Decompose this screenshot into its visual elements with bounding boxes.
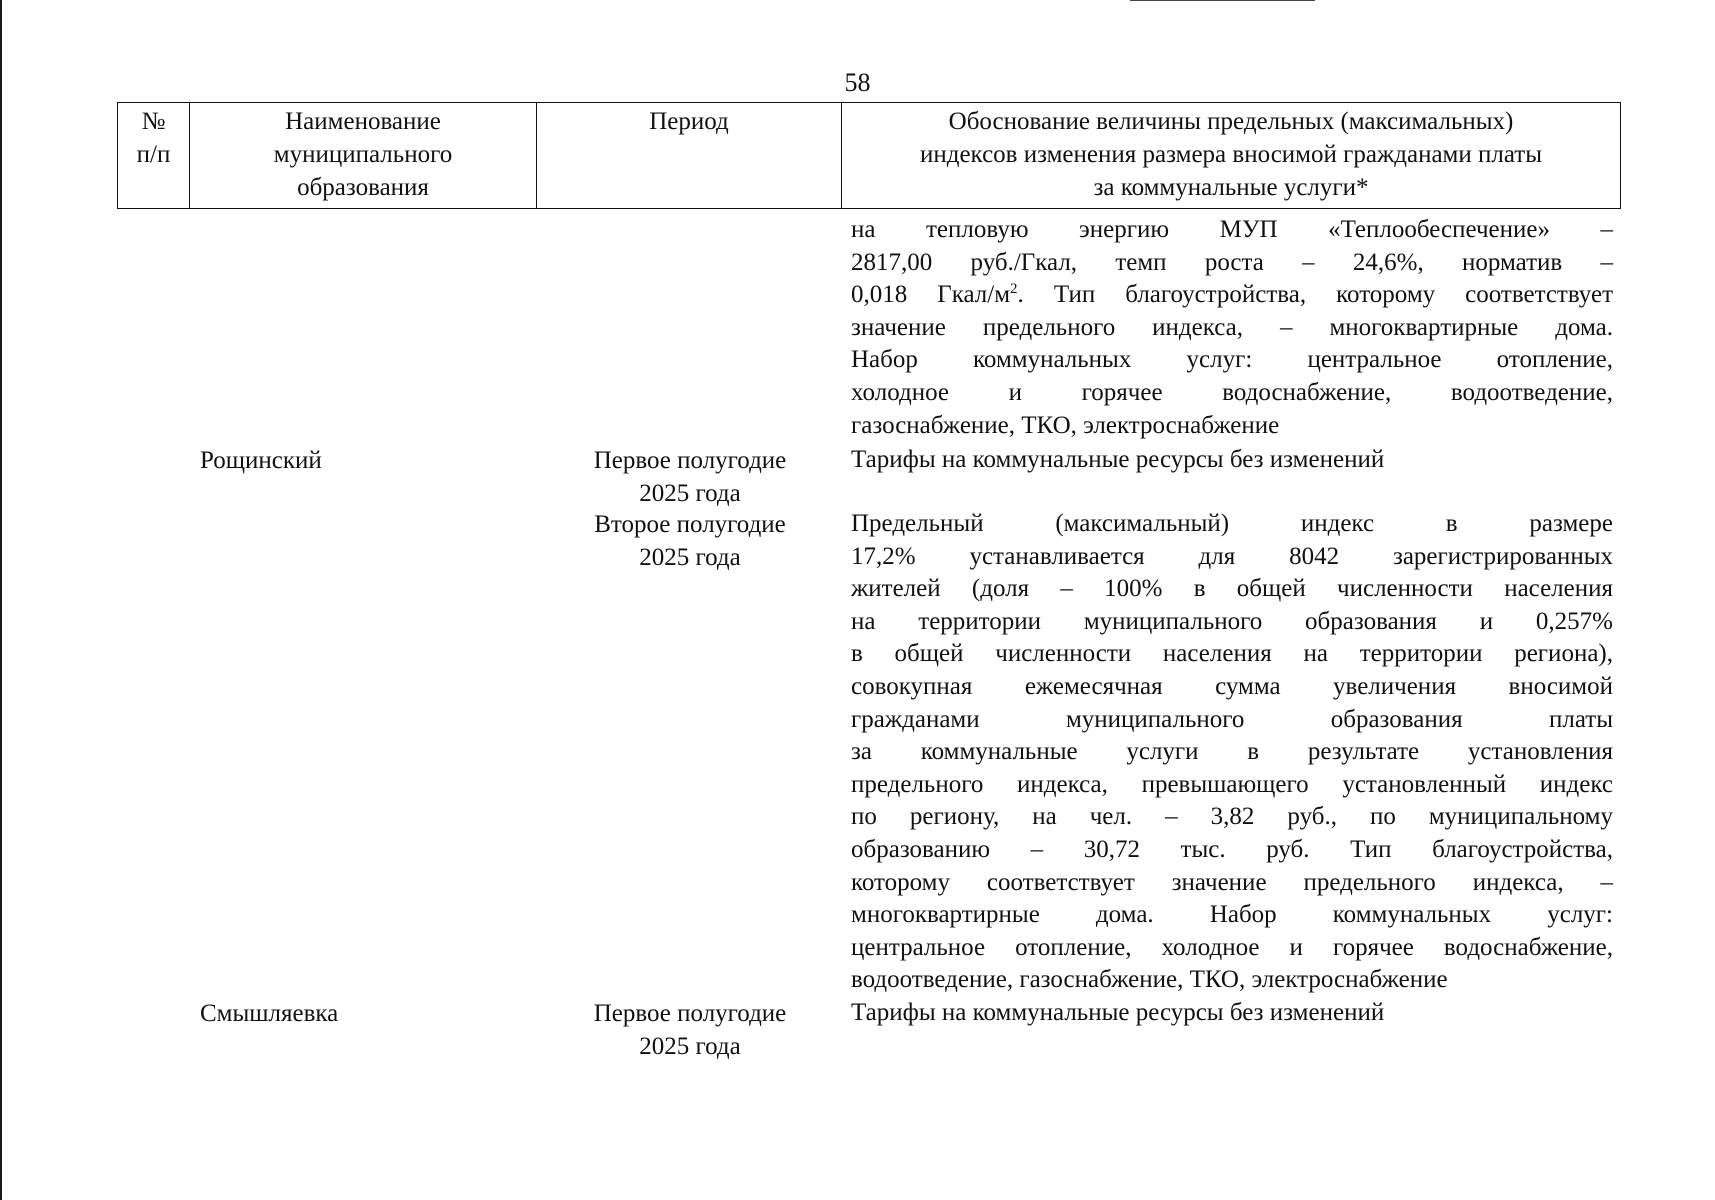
text-line: Тарифы на коммунальные ресурсы без изменений	[851, 999, 1385, 1026]
period-line: 2025 года	[639, 1033, 741, 1060]
header-text: образования	[297, 174, 429, 201]
text-line: на территории муниципального образования и 0,257%	[851, 607, 1613, 635]
period-line: 2025 года	[639, 480, 741, 507]
page-number: 58	[844, 68, 871, 97]
header-text: Наименование	[285, 108, 441, 135]
text-line: центральное отопление, холодное и горячее водоснабжение,	[851, 933, 1613, 961]
continuation-text	[851, 214, 1613, 442]
text-line: газоснабжение, ТКО, электроснабжение	[851, 411, 1280, 439]
row-basis	[851, 997, 1613, 1030]
text-line: многоквартирные дома. Набор коммунальных услуг:	[851, 901, 1613, 929]
text-line: холодное и горячее водоснабжение, водоотведение,	[851, 378, 1613, 406]
text-line: Тарифы на коммунальные ресурсы без изменений	[851, 446, 1385, 473]
text-line: Набор коммунальных услуг: центральное отопление,	[851, 346, 1613, 374]
scan-top-rule	[1130, 0, 1315, 1]
text-fragment: 0,018 Гкал/м	[851, 281, 1011, 309]
text-line: за коммунальные услуги в результате установления	[851, 738, 1613, 766]
text-line: 17,2% устанавливается для 8042 зарегистрированных	[851, 542, 1613, 570]
header-text: №	[141, 108, 166, 135]
header-cell-basis	[842, 103, 1620, 208]
text-line: на тепловую энергию МУП «Теплообеспечение» –	[851, 216, 1613, 243]
text-line: по региону, на чел. – 3,82 руб., по муниципальному	[851, 803, 1613, 831]
superscript: 2	[1010, 281, 1018, 298]
period-line: 2025 года	[639, 544, 741, 571]
period-line: Первое полугодие	[593, 1000, 787, 1027]
header-cell-number	[118, 103, 190, 208]
text-line: предельного индекса, превышающего установленный индекс	[851, 770, 1613, 798]
row-period	[540, 508, 840, 574]
text-line: 2817,00 руб./Гкал, темп роста – 24,6%, норматив –	[851, 248, 1613, 276]
text-line: образованию – 30,72 тыс. руб. Тип благоустройства,	[851, 835, 1613, 863]
row-period	[540, 444, 840, 510]
row-municipality-name: Смышляевка	[200, 1000, 339, 1027]
text-line: которому соответствует значение предельного индекса, –	[851, 868, 1613, 896]
header-cell-period	[537, 103, 842, 208]
scan-left-edge	[0, 0, 2, 1200]
text-line	[851, 279, 1613, 312]
row-period	[540, 997, 840, 1063]
text-line: гражданами муниципального образования платы	[851, 705, 1613, 733]
header-text: Период	[649, 108, 729, 135]
row-basis	[851, 508, 1613, 997]
header-text: п/п	[136, 141, 171, 168]
text-line: в общей численности населения на территории региона),	[851, 640, 1613, 668]
header-text: муниципального	[273, 141, 453, 168]
table-header	[117, 102, 1621, 209]
period-line: Второе полугодие	[594, 511, 786, 538]
text-line: Предельный (максимальный) индекс в размере	[851, 510, 1613, 537]
text-line: жителей (доля – 100% в общей численности населения	[851, 575, 1613, 603]
row-basis	[851, 444, 1613, 477]
text-line: совокупная ежемесячная сумма увеличения вносимой	[851, 672, 1613, 700]
header-text: Обоснование величины предельных (максимальных)	[948, 108, 1514, 135]
text-line: водоотведение, газоснабжение, ТКО, электроснабжение	[851, 966, 1448, 994]
text-line: значение предельного индекса, – многоквартирные дома.	[851, 313, 1613, 341]
header-cell-municipality	[190, 103, 537, 208]
header-text: индексов изменения размера вносимой гражданами платы	[919, 141, 1543, 168]
period-line: Первое полугодие	[593, 447, 787, 474]
row-municipality-name: Рощинский	[200, 447, 322, 474]
text-fragment: . Тип благоустройства, которому соответствует	[1017, 281, 1613, 309]
header-text: за коммунальные услуги*	[1093, 174, 1369, 201]
